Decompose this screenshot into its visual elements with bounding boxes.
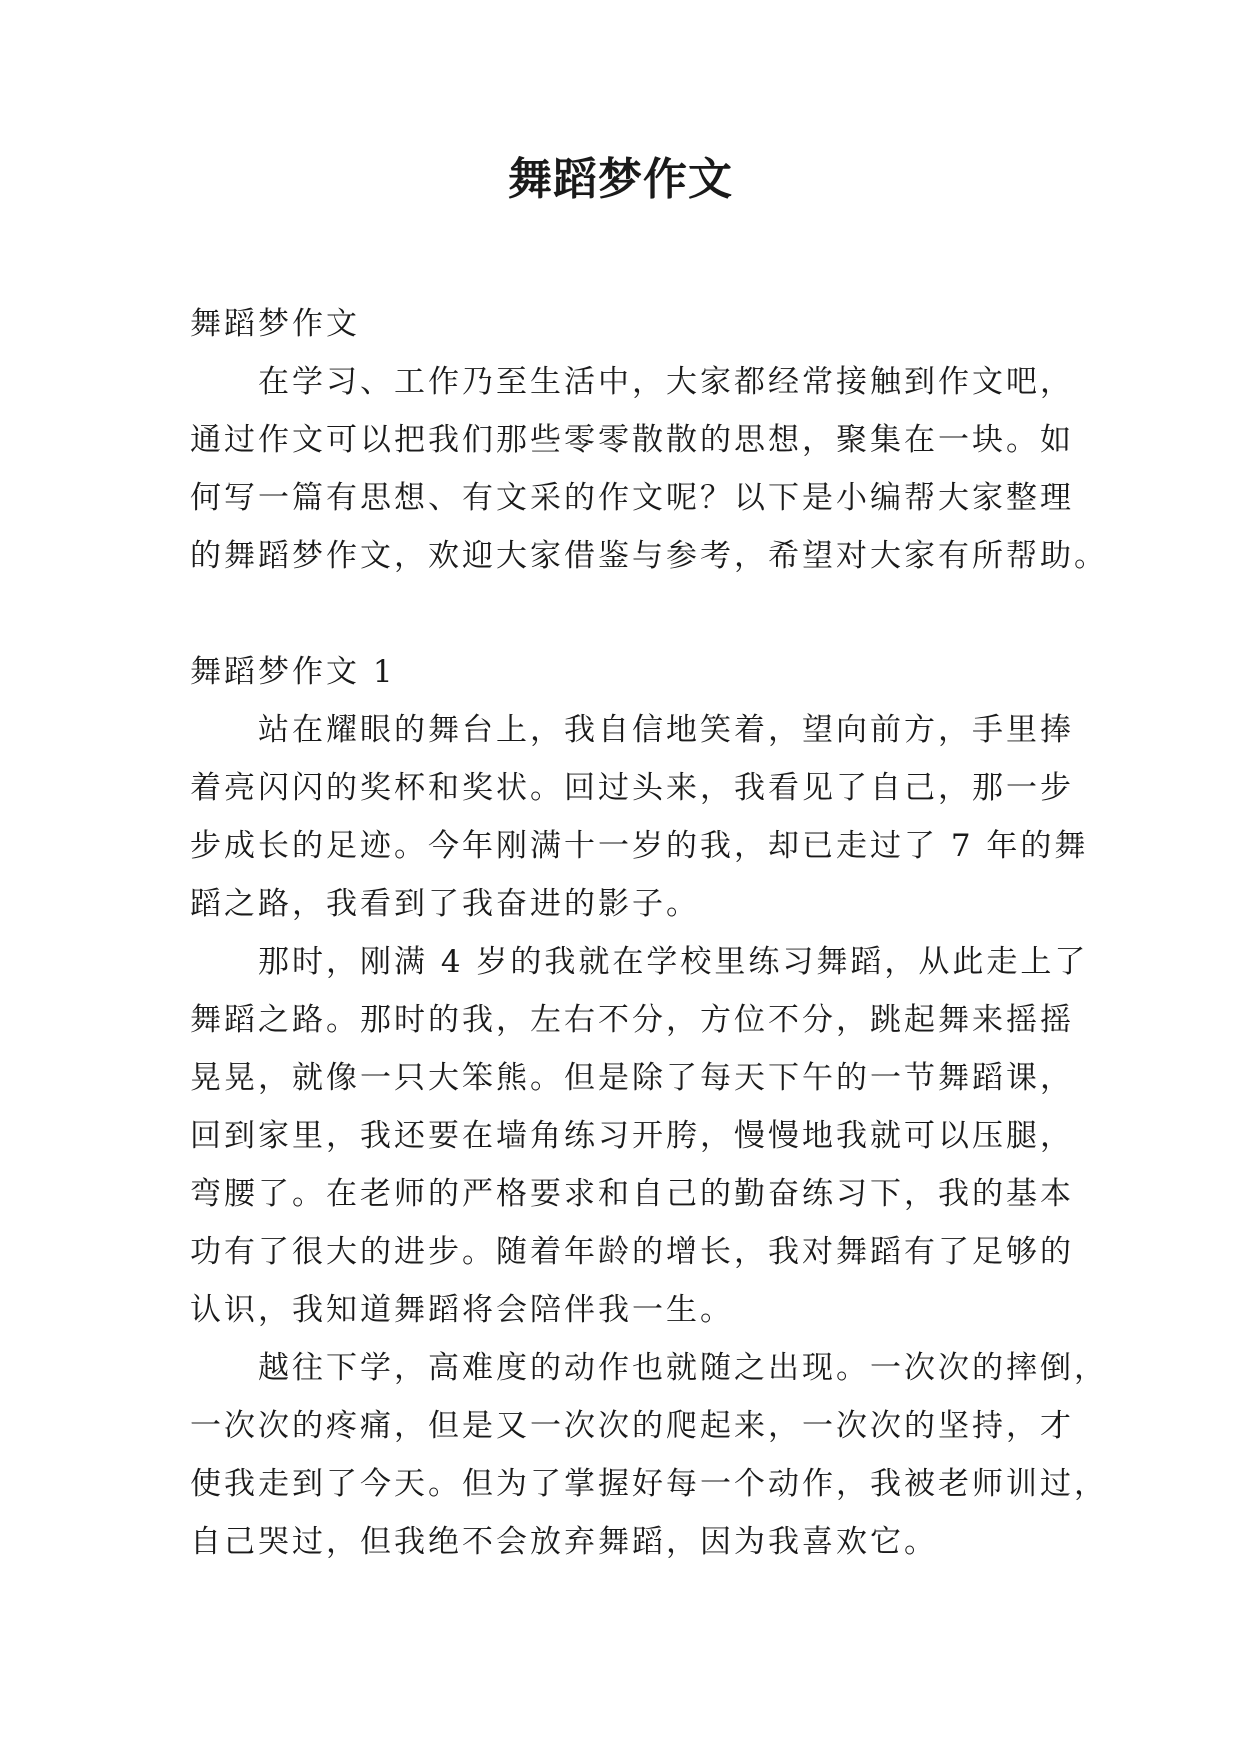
intro-line: 在学习、工作乃至生活中，大家都经常接触到作文吧，: [190, 364, 1074, 400]
paragraph2-line: 晃晃，就像一只大笨熊。但是除了每天下午的一节舞蹈课，: [190, 1060, 1074, 1096]
paragraph2-line: 那时，刚满 4 岁的我就在学校里练习舞蹈，从此走上了: [190, 944, 1089, 980]
section-heading: 舞蹈梦作文 1: [190, 654, 396, 690]
paragraph3-line: 越往下学，高难度的动作也就随之出现。一次次的摔倒，: [190, 1350, 1108, 1386]
intro-line: 的舞蹈梦作文，欢迎大家借鉴与参考，希望对大家有所帮助。: [190, 538, 1108, 574]
paragraph2-line: 功有了很大的进步。随着年龄的增长，我对舞蹈有了足够的: [190, 1234, 1074, 1270]
heading: 舞蹈梦作文: [190, 306, 360, 342]
paragraph2-line: 认识，我知道舞蹈将会陪伴我一生。: [190, 1292, 734, 1328]
intro-line: 通过作文可以把我们那些零零散散的思想，聚集在一块。如: [190, 422, 1074, 458]
document-body: [190, 295, 1108, 1571]
paragraph1-line: 站在耀眼的舞台上，我自信地笑着，望向前方，手里捧: [190, 712, 1074, 748]
paragraph2-line: 回到家里，我还要在墙角练习开胯，慢慢地我就可以压腿，: [190, 1118, 1074, 1154]
paragraph2-line: 舞蹈之路。那时的我，左右不分，方位不分，跳起舞来摇摇: [190, 1002, 1074, 1038]
intro-line: 何写一篇有思想、有文采的作文呢？以下是小编帮大家整理: [190, 480, 1074, 516]
paragraph3-line: 使我走到了今天。但为了掌握好每一个动作，我被老师训过，: [190, 1466, 1108, 1502]
document-title: 舞蹈梦作文: [508, 154, 733, 205]
paragraph2-line: 弯腰了。在老师的严格要求和自己的勤奋练习下，我的基本: [190, 1176, 1074, 1212]
blank-line: [190, 585, 1070, 643]
paragraph3-line: 一次次的疼痛，但是又一次次的爬起来，一次次的坚持，才: [190, 1408, 1074, 1444]
paragraph1-line: 着亮闪闪的奖杯和奖状。回过头来，我看见了自己，那一步: [190, 770, 1074, 806]
paragraph3-line: 自己哭过，但我绝不会放弃舞蹈，因为我喜欢它。: [190, 1524, 938, 1560]
paragraph1-line: 步成长的足迹。今年刚满十一岁的我，却已走过了 7 年的舞: [190, 828, 1089, 864]
paragraph1-line: 蹈之路，我看到了我奋进的影子。: [190, 886, 700, 922]
